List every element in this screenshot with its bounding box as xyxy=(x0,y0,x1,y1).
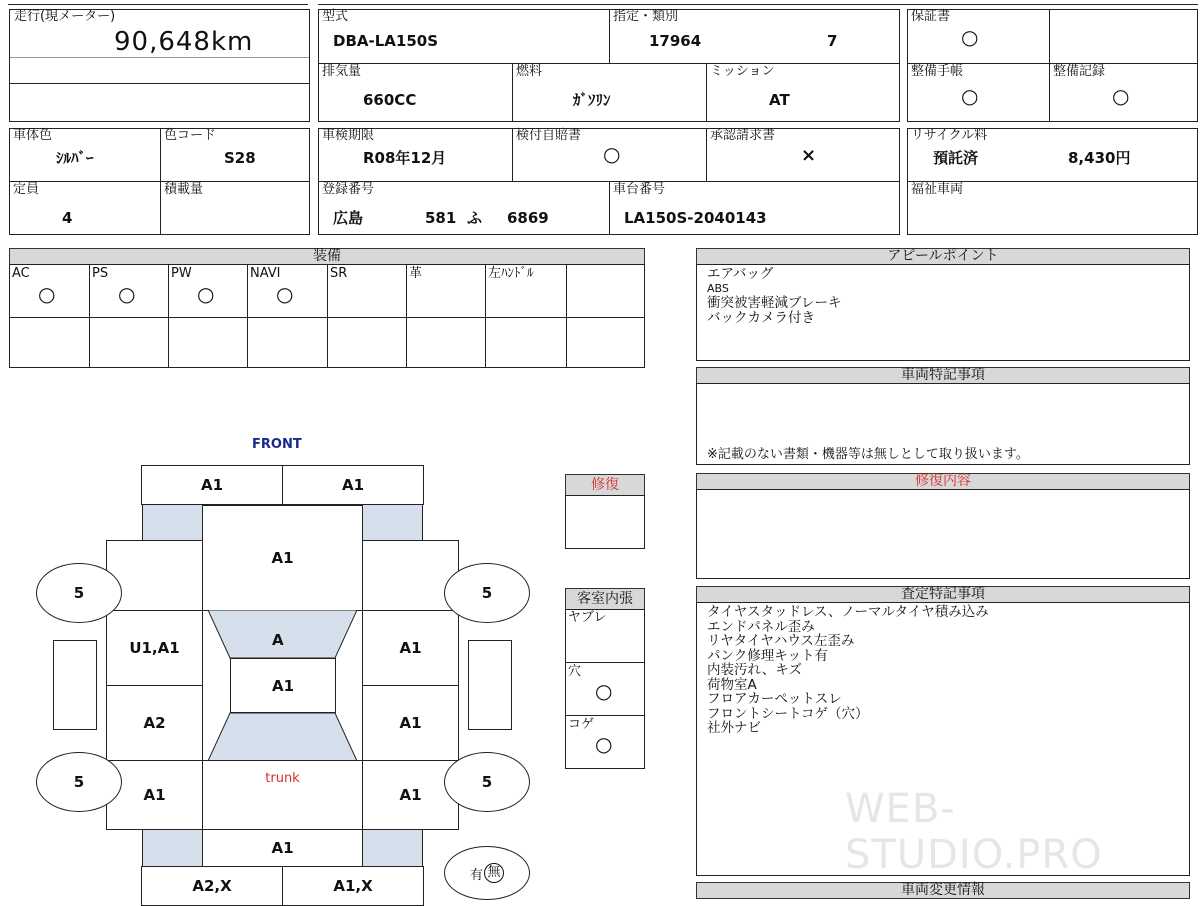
front-label: FRONT xyxy=(252,437,302,452)
right-front-door-code: A1 xyxy=(399,639,422,657)
reg-area: 広島 xyxy=(333,209,364,227)
assessment-line-4: パンク修理キット有 xyxy=(707,647,828,664)
left-rear-fender-code: A1 xyxy=(143,786,166,804)
assessment-line-9: 社外ナビ xyxy=(707,720,761,736)
spare-no-circled xyxy=(484,863,504,883)
tire-front-right[interactable] xyxy=(444,563,530,623)
repair-detail-title: 修復内容 xyxy=(696,473,1190,490)
equip-label-lhd: 左ﾊﾝﾄﾞﾙ xyxy=(488,266,534,281)
repair-detail-box xyxy=(696,489,1190,579)
appeal-line-3: 衝突被害軽減ブレーキ xyxy=(707,295,842,311)
reg-class: 581 xyxy=(425,209,457,227)
spare-tire[interactable] xyxy=(444,846,530,900)
model-value: DBA-LA150S xyxy=(333,32,438,50)
assessment-line-5: 内装汚れ、キズ xyxy=(707,662,803,678)
trunk-label: trunk xyxy=(265,771,300,786)
displacement-value: 660CC xyxy=(363,91,417,109)
designation-label: 指定・類別 xyxy=(613,9,679,24)
special-box xyxy=(696,383,1190,465)
right-rear-fender[interactable] xyxy=(362,760,459,830)
hood-panel[interactable] xyxy=(202,505,363,611)
equip-label-navi: NAVI xyxy=(250,266,281,281)
tire-rear-right[interactable] xyxy=(444,752,530,812)
change-info-title: 車両変更情報 xyxy=(696,882,1190,899)
appeal-line-1: エアバッグ xyxy=(707,266,774,282)
repair-title: 修復 xyxy=(565,474,645,496)
category-value: 7 xyxy=(827,32,838,50)
model-box xyxy=(318,9,900,122)
equipment-title: 装備 xyxy=(9,248,645,265)
inspection-value: R08年12月 xyxy=(363,149,447,167)
left-front-door-code: U1,A1 xyxy=(129,639,180,657)
load-label: 積載量 xyxy=(164,182,204,197)
shade-rr xyxy=(362,829,422,866)
rear-bumper-left-code: A2,X xyxy=(192,877,232,895)
equip-mark-pw: ○ xyxy=(197,282,215,306)
equip-label-ps: PS xyxy=(92,266,109,281)
right-rear-door[interactable] xyxy=(362,685,459,761)
insurance-label: 検付自賠書 xyxy=(516,128,582,143)
spare-no: 無 xyxy=(487,865,501,880)
chassis-label: 車台番号 xyxy=(613,182,666,197)
maint-record-mark: ○ xyxy=(1112,84,1130,108)
car-diagram xyxy=(0,430,560,900)
interior-label-hole: 穴 xyxy=(568,664,582,679)
special-title: 車両特記事項 xyxy=(696,367,1190,384)
warranty-label: 保証書 xyxy=(911,9,951,24)
interior-label-tear: ヤブレ xyxy=(568,610,607,625)
assessment-line-8: フロントシートコゲ（穴） xyxy=(707,705,869,722)
tire-rear-left[interactable] xyxy=(36,752,122,812)
interior-mark-hole: ○ xyxy=(595,679,613,703)
capacity-value: 4 xyxy=(62,209,73,227)
equipment-grid xyxy=(9,264,645,368)
right-rear-door-code: A1 xyxy=(399,714,422,732)
assessment-line-2: エンドパネル歪み xyxy=(707,618,815,635)
mileage-box xyxy=(9,9,310,122)
assessment-line-7: フロアカーペットスレ xyxy=(707,691,842,707)
rear-panel[interactable] xyxy=(202,829,363,867)
mileage-value: 90,648km xyxy=(114,27,254,57)
front-bumper-right[interactable] xyxy=(282,465,424,505)
reg-kana: ふ xyxy=(467,209,483,227)
tire-rr-depth: 5 xyxy=(481,773,493,791)
repair-box xyxy=(565,495,645,549)
rear-bumper-right[interactable] xyxy=(282,866,424,906)
appeal-line-2: ABS xyxy=(707,281,729,295)
recycle-label: リサイクル料 xyxy=(911,128,988,143)
appeal-line-4: バックカメラ付き xyxy=(707,309,815,326)
rear-bumper-left[interactable] xyxy=(141,866,283,906)
maint-book-label: 整備手帳 xyxy=(911,64,964,79)
inspection-label: 車検期限 xyxy=(322,128,375,143)
inspection-box xyxy=(318,128,900,235)
hood-code: A1 xyxy=(271,549,294,567)
capacity-label: 定員 xyxy=(13,182,40,197)
roof-panel[interactable] xyxy=(230,658,336,713)
color-label: 車体色 xyxy=(13,128,53,143)
approval-mark: × xyxy=(801,145,817,166)
insurance-mark: ○ xyxy=(603,142,621,166)
shade-fr xyxy=(362,505,422,541)
recycle-value: 8,430円 xyxy=(1068,149,1131,167)
rear-panel-code: A1 xyxy=(271,839,294,857)
windshield-code[interactable]: A xyxy=(272,631,284,649)
reg-label: 登録番号 xyxy=(322,182,375,197)
assessment-title: 査定特記事項 xyxy=(696,586,1190,603)
top-edge-remnant xyxy=(8,0,308,5)
left-rear-fender[interactable] xyxy=(106,760,203,830)
equip-label-ac: AC xyxy=(12,266,30,281)
maint-record-label: 整備記録 xyxy=(1053,64,1106,79)
assessment-line-1: タイヤスタッドレス、ノーマルタイヤ積み込み xyxy=(707,604,989,620)
welfare-label: 福祉車両 xyxy=(911,182,964,197)
color-value: ｼﾙﾊﾞｰ xyxy=(56,149,94,167)
model-label: 型式 xyxy=(322,9,349,24)
color-box xyxy=(9,128,310,235)
left-front-door[interactable] xyxy=(106,610,203,686)
right-front-door[interactable] xyxy=(362,610,459,686)
special-note: ※記載のない書類・機器等は無しとして取り扱います。 xyxy=(707,447,1029,462)
appeal-box xyxy=(696,264,1190,361)
roof-code: A1 xyxy=(271,676,295,695)
mission-label: ミッション xyxy=(710,64,775,79)
maint-book-mark: ○ xyxy=(961,84,979,108)
interior-label-burn: コゲ xyxy=(568,717,595,732)
warranty-box xyxy=(907,9,1198,122)
tire-front-left[interactable] xyxy=(36,563,122,623)
watermark: WEB-STUDIO.PRO xyxy=(845,786,1103,878)
color-code-label: 色コード xyxy=(164,128,217,143)
shade-fl xyxy=(142,505,202,541)
assessment-line-6: 荷物室A xyxy=(707,676,757,693)
designation-value: 17964 xyxy=(649,32,702,50)
recycle-box xyxy=(907,128,1198,235)
assessment-line-3: リヤタイヤハウス左歪み xyxy=(707,633,855,649)
fuel-label: 燃料 xyxy=(516,64,543,79)
left-rear-door[interactable] xyxy=(106,685,203,761)
interior-title: 客室内張 xyxy=(565,588,645,610)
equip-mark-ps: ○ xyxy=(118,282,136,306)
reg-number: 6869 xyxy=(507,209,549,227)
right-rear-fender-code: A1 xyxy=(399,786,422,804)
approval-label: 承認請求書 xyxy=(710,128,776,143)
tire-fl-depth: 5 xyxy=(73,584,85,602)
spare-yes: 有 xyxy=(469,867,483,883)
interior-box xyxy=(565,609,645,769)
interior-mark-burn: ○ xyxy=(595,732,613,756)
warranty-mark: ○ xyxy=(961,25,979,49)
trunk-panel[interactable] xyxy=(202,760,363,830)
fuel-value: ｶﾞｿﾘﾝ xyxy=(573,91,611,109)
mission-value: AT xyxy=(769,91,790,109)
shade-rl xyxy=(142,829,202,866)
mileage-label: 走行(現メーター) xyxy=(14,9,116,24)
right-side-sill[interactable] xyxy=(468,640,512,730)
tire-rl-depth: 5 xyxy=(73,773,85,791)
recycle-status: 預託済 xyxy=(933,149,979,167)
equip-label-leather: 革 xyxy=(409,266,423,281)
tire-fr-depth: 5 xyxy=(481,584,493,602)
front-bumper-left[interactable] xyxy=(141,465,283,505)
displacement-label: 排気量 xyxy=(322,64,362,79)
chassis-value: LA150S-2040143 xyxy=(624,209,767,227)
equip-mark-navi: ○ xyxy=(276,282,294,306)
rear-bumper-right-code: A1,X xyxy=(333,877,373,895)
left-rear-door-code: A2 xyxy=(143,714,166,732)
color-code-value: S28 xyxy=(224,149,256,167)
equip-label-pw: PW xyxy=(171,266,192,281)
top-edge-remnant-2 xyxy=(318,0,1198,5)
front-bumper-right-code: A1 xyxy=(341,476,365,494)
equip-mark-ac: ○ xyxy=(38,282,56,306)
left-side-sill[interactable] xyxy=(53,640,97,730)
equip-label-sr: SR xyxy=(330,266,348,281)
front-bumper-left-code: A1 xyxy=(200,476,224,494)
appeal-title: アピールポイント xyxy=(696,248,1190,265)
